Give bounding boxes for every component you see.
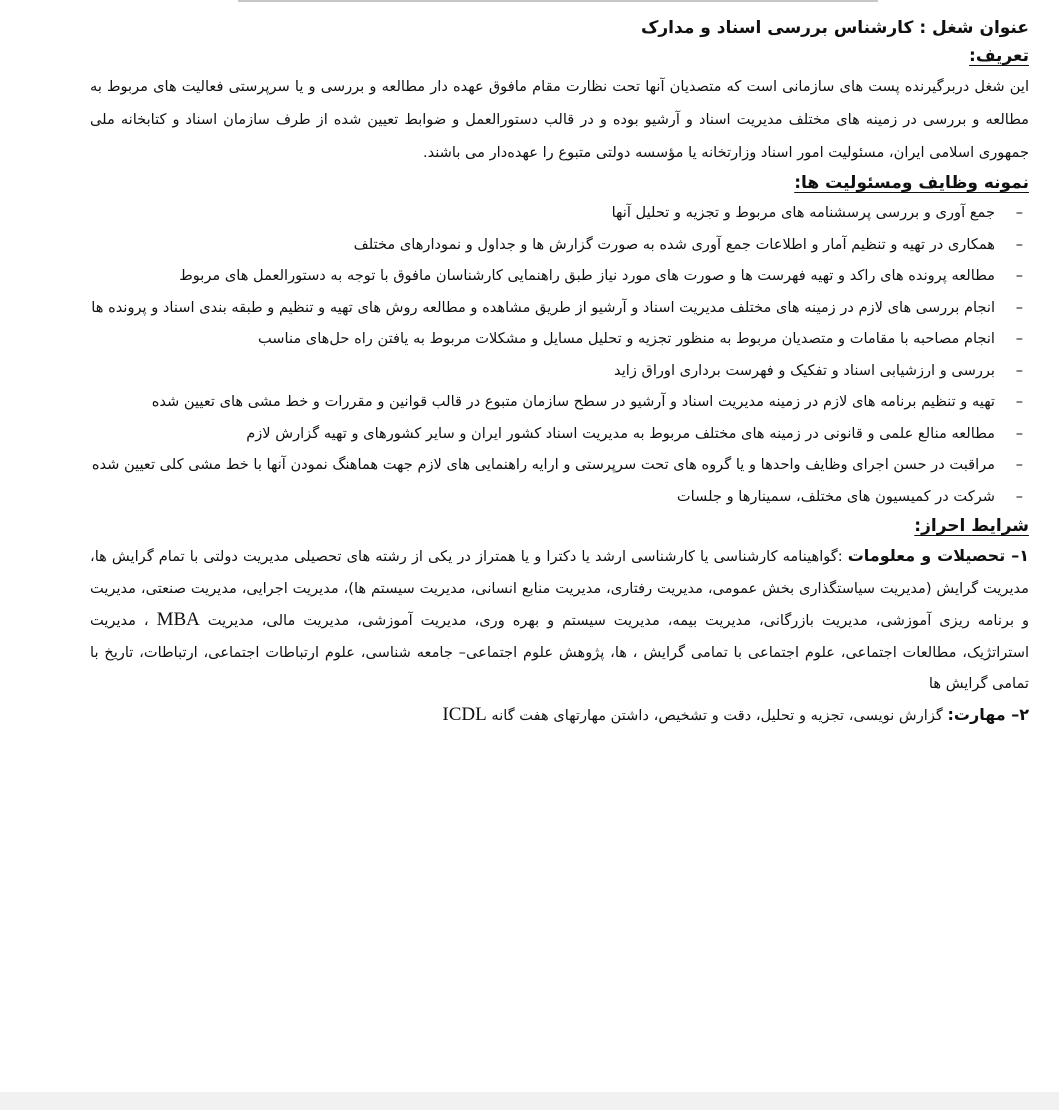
duty-text: بررسی و ارزشیابی اسناد و تفکیک و فهرست برداری اوراق زاید <box>614 361 995 379</box>
viewer-top-border <box>238 0 878 2</box>
duty-item <box>90 355 1023 387</box>
icdl-term: ICDL <box>442 703 487 725</box>
duty-text: جمع آوری و بررسی پرسشنامه های مربوط و تجزیه و تحلیل آنها <box>611 204 995 221</box>
duty-item <box>90 292 1023 324</box>
duty-text: همکاری در تهیه و تنظیم آمار و اطلاعات جمع آوری شده به صورت گزارش ها و جداول و نمودارهای مختلف <box>353 235 995 253</box>
duty-item <box>90 481 1023 513</box>
duty-text: انجام مصاحبه با مقامات و متصدیان مربوط به منظور تجزیه و تحلیل مسایل و مشکلات مربوط به یافتن راه حل‌های مناسب <box>257 330 995 347</box>
requirements-heading: شرایط احراز: <box>914 516 1029 536</box>
skills-text: گزارش نویسی، تجزیه و تحلیل، دقت و تشخیص، داشتن مهارتهای هفت گانه <box>486 706 948 724</box>
education-text-part1: :گواهینامه کارشناسی یا کارشناسی ارشد یا دکترا و یا همتراز در یکی از رشته های تحصیلی مدیریت دولتی با تمام گرایش ها، مدیریت گرایش (مدیریت سیاستگذاری بخش عمومی، مدیریت رفتاری، مدیریت منابع انسانی، مدیریت سیستم ها)، مدیریت اجرایی، مدیریت صنعتی، مدیریت و برنامه ریزی آموزشی، مدیریت بازرگانی، مدیریت بیمه، مدیریت سیستم و بهره وری، مدیریت آموزشی، مدیریت مالی، مدیریت <box>90 548 1029 629</box>
definition-heading: تعریف: <box>969 46 1029 66</box>
bullet-dash: – <box>1015 424 1023 442</box>
definition-text: این شغل دربرگیرنده پست های سازمانی است که متصدیان آنها تحت نظارت مقام مافوق عهده دار مطالعه و بررسی و یا سرپرستی فعالیت های مربوط به مطالعه و بررسی در زمینه های مختلف مدیریت اسناد و آرشیو بوده و در قالب دستورالعمل و ضوابط تعیین شده از طرف سازمان اسناد و کتابخانه ملی جمهوری اسلامی ایران، مسئولیت امور اسناد وزارتخانه یا مؤسسه دولتی متبوع را عهده‌دار می باشند. <box>90 78 1029 161</box>
bullet-dash: – <box>1015 298 1023 316</box>
bullet-dash: – <box>1015 361 1023 379</box>
duty-text: مطالعه پرونده های راکد و تهیه فهرست ها و صورت های مورد نیاز طبق راهنمایی کارشناسان مافوق با توجه به دستورالعمل های مربوط <box>179 267 995 284</box>
education-requirement <box>90 540 1029 700</box>
viewer-bottom-bar <box>0 1092 1059 1110</box>
duties-heading: نمونه وظایف ومسئولیت ها: <box>794 173 1029 193</box>
mba-term: MBA <box>156 609 200 630</box>
duty-text: تهیه و تنظیم برنامه های لازم در زمینه مدیریت اسناد و آرشیو در سطح سازمان متبوع در قالب قوانین و مقررات و خط مشی های تعیین شده <box>151 393 995 410</box>
bullet-dash: – <box>1015 267 1023 284</box>
duty-item <box>90 229 1023 261</box>
bullet-dash: – <box>1015 456 1023 473</box>
education-label: ۱– تحصیلات و معلومات <box>847 546 1029 565</box>
skills-label: ۲– مهارت: <box>947 704 1029 724</box>
duty-text: انجام بررسی های لازم در زمینه های مختلف مدیریت اسناد و آرشیو از طریق مشاهده و مطالعه روش های تهیه و تنظیم و طبقه بندی اسناد و پرونده ها <box>91 298 995 316</box>
education-text-part2: ، مدیریت استراتژیک، مطالعات اجتماعی، علوم اجتماعی با تمامی گرایش ، ها، پژوهش علوم اجتماعی– جامعه شناسی، علوم ارتباطات اجتماعی، ارتباطات، تاریخ با تمامی گرایش ها <box>90 612 1029 692</box>
document-page <box>90 14 1029 731</box>
skills-requirement <box>90 700 1029 731</box>
duty-item <box>90 386 1023 418</box>
duty-item <box>90 449 1023 481</box>
duty-item <box>90 260 1023 292</box>
duties-list <box>90 197 1029 512</box>
bullet-dash: – <box>1015 204 1023 221</box>
bullet-dash: – <box>1015 393 1023 410</box>
bullet-dash: – <box>1015 330 1023 347</box>
duty-text: مراقبت در حسن اجرای وظایف واحدها و یا گروه های تحت سرپرستی و ارایه راهنمایی های لازم جهت هماهنگ نمودن آنها با خط مشی کلی تعیین شده <box>91 456 995 473</box>
duty-item <box>90 323 1023 355</box>
duty-text: شرکت در کمیسیون های مختلف، سمینارها و جلسات <box>676 487 995 505</box>
job-title: عنوان شغل : کارشناس بررسی اسناد و مدارک <box>640 18 1029 38</box>
duty-text: مطالعه منالع علمی و قانونی در زمینه های مختلف مربوط به مدیریت اسناد کشور ایران و سایر کشورهای و تهیه گزارش لازم <box>246 424 995 442</box>
bullet-dash: – <box>1015 487 1023 505</box>
duty-item <box>90 418 1023 450</box>
bullet-dash: – <box>1015 235 1023 253</box>
duty-item <box>90 197 1023 229</box>
